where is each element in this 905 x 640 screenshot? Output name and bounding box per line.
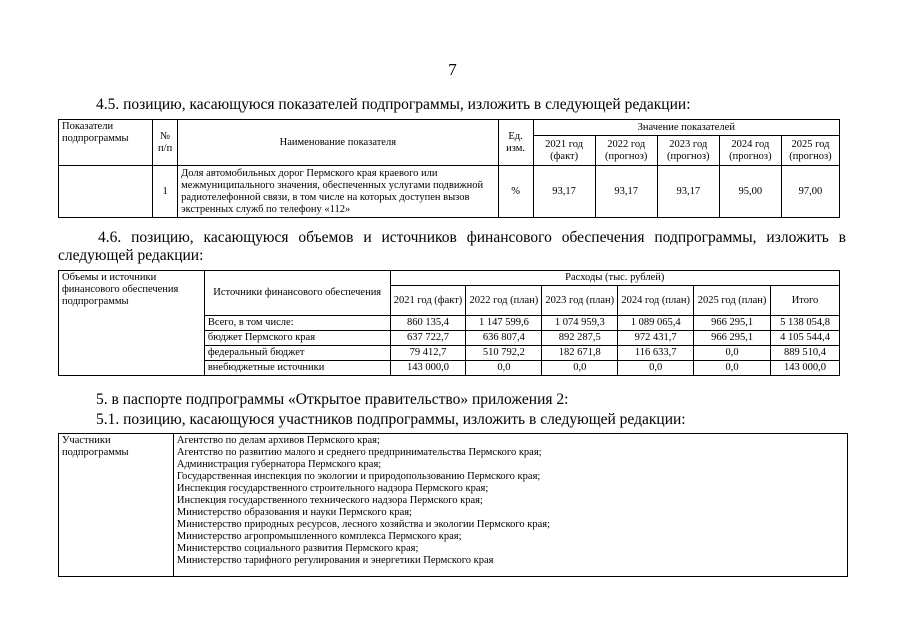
indicator-value: 93,17 (595, 166, 657, 218)
page-number: 7 (448, 60, 457, 79)
financing-value: 143 000,0 (390, 361, 466, 376)
indicators-program-cell (59, 166, 153, 218)
financing-value: 182 671,8 (542, 346, 618, 361)
indicator-value: 97,00 (781, 166, 839, 218)
indicator-name: Доля автомобильных дорог Пермского края краевого или межмуниципального значения, обеспеченных услугами подвижной радиотелефонной связи, в том числе на которых доступен вызов экстренных служб по телефону «112» (178, 166, 498, 218)
participants-list (173, 434, 847, 577)
indicator-value: 93,17 (657, 166, 719, 218)
section-4-6-heading: 4.6. позицию, касающуюся объемов и источников финансового обеспечения подпрограммы, изложить в следующей редакции: (58, 229, 846, 264)
financing-expenses-header: Расходы (тыс. рублей) (390, 271, 839, 286)
financing-year-header: 2025 год (план) (694, 286, 771, 316)
indicators-year-header: 2022 год (прогноз) (595, 136, 657, 166)
participant-item: Инспекция государственного технического надзора Пермского края; (176, 495, 483, 506)
financing-value: 0,0 (542, 361, 618, 376)
participant-item: Министерство природных ресурсов, лесного хозяйства и экологии Пермского края; (176, 519, 551, 530)
indicator-unit: % (498, 166, 533, 218)
indicator-value: 95,00 (719, 166, 781, 218)
participant-item: Министерство социального развития Пермского края; (176, 543, 419, 554)
financing-value: 143 000,0 (771, 361, 840, 376)
financing-value: 4 105 544,4 (771, 331, 840, 346)
financing-value: 0,0 (694, 361, 771, 376)
indicators-year-header: 2023 год (прогноз) (657, 136, 719, 166)
financing-value: 889 510,4 (771, 346, 840, 361)
participant-item: Министерство агропромышленного комплекса Пермского края; (176, 531, 462, 542)
financing-value: 510 792,2 (466, 346, 542, 361)
section-4-5-heading: 4.5. позицию, касающуюся показателей подпрограммы, изложить в следующей редакции: (96, 96, 691, 113)
participant-item: Администрация губернатора Пермского края; (176, 459, 382, 470)
indicators-no-header: № п/п (153, 120, 178, 166)
participant-item: Агентство по развитию малого и среднего предпринимательства Пермского края; (176, 447, 542, 458)
financing-value: 0,0 (618, 361, 694, 376)
participants-program-header: Участники подпрограммы (59, 434, 174, 577)
participant-item: Министерство образования и науки Пермского края; (176, 507, 412, 518)
indicators-table (58, 119, 840, 218)
indicators-year-header: 2021 год (факт) (533, 136, 595, 166)
financing-year-header: 2024 год (план) (618, 286, 694, 316)
financing-value: 972 431,7 (618, 331, 694, 346)
financing-year-header: 2022 год (план) (466, 286, 542, 316)
section-5-1-heading: 5.1. позицию, касающуюся участников подпрограммы, изложить в следующей редакции: (96, 411, 686, 428)
indicator-no: 1 (153, 166, 178, 218)
financing-value: 1 089 065,4 (618, 316, 694, 331)
financing-value: 1 147 599,6 (466, 316, 542, 331)
financing-value: 0,0 (694, 346, 771, 361)
financing-program-header: Объемы и источники финансового обеспечения подпрограммы (59, 271, 205, 376)
financing-row-label: Всего, в том числе: (204, 316, 390, 331)
indicator-value: 93,17 (533, 166, 595, 218)
participant-item: Государственная инспекция по экологии и природопользованию Пермского края; (176, 471, 541, 482)
financing-sources-header: Источники финансового обеспечения (204, 271, 390, 316)
indicators-unit-header: Ед. изм. (498, 120, 533, 166)
participants-table (58, 433, 848, 577)
indicators-name-header: Наименование показателя (178, 120, 498, 166)
financing-value: 966 295,1 (694, 331, 771, 346)
financing-value: 116 633,7 (618, 346, 694, 361)
participant-item: Агентство по делам архивов Пермского края; (176, 435, 380, 446)
section-5-heading: 5. в паспорте подпрограммы «Открытое правительство» приложения 2: (96, 391, 569, 408)
financing-value: 860 135,4 (390, 316, 466, 331)
financing-value: 5 138 054,8 (771, 316, 840, 331)
financing-value: 79 412,7 (390, 346, 466, 361)
indicators-values-header: Значение показателей (533, 120, 839, 136)
financing-value: 966 295,1 (694, 316, 771, 331)
participant-item: Инспекция государственного строительного надзора Пермского края; (176, 483, 489, 494)
financing-row-label: федеральный бюджет (204, 346, 390, 361)
financing-year-header: 2021 год (факт) (390, 286, 466, 316)
financing-row-label: бюджет Пермского края (204, 331, 390, 346)
participant-item: Министерство тарифного регулирования и энергетики Пермского края (176, 555, 494, 566)
financing-value: 1 074 959,3 (542, 316, 618, 331)
indicators-year-header: 2024 год (прогноз) (719, 136, 781, 166)
financing-value: 636 807,4 (466, 331, 542, 346)
indicators-year-header: 2025 год (прогноз) (781, 136, 839, 166)
financing-row-label: внебюджетные источники (204, 361, 390, 376)
financing-value: 892 287,5 (542, 331, 618, 346)
indicators-program-header: Показатели подпрограммы (59, 120, 153, 166)
financing-year-header: 2023 год (план) (542, 286, 618, 316)
financing-total-header: Итого (771, 286, 840, 316)
financing-value: 637 722,7 (390, 331, 466, 346)
financing-value: 0,0 (466, 361, 542, 376)
financing-table (58, 270, 840, 376)
